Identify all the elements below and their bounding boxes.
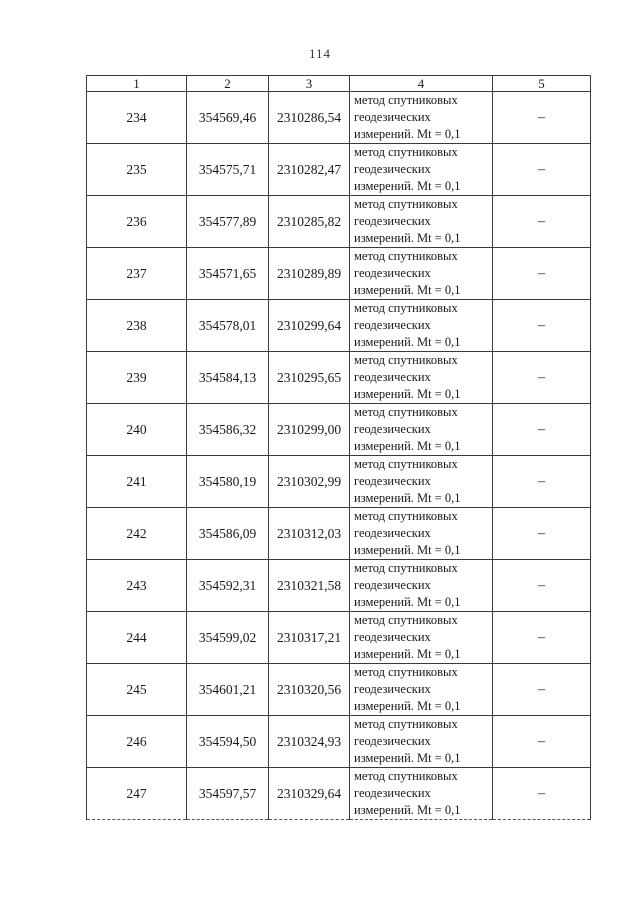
method-line: метод спутниковых xyxy=(354,145,458,159)
y-coordinate-cell: 2310329,64 xyxy=(269,768,350,820)
method-line: измерений. Mt = 0,1 xyxy=(354,595,461,609)
remark-cell: – xyxy=(493,144,591,196)
method-cell xyxy=(350,768,493,820)
remark-cell: – xyxy=(493,456,591,508)
page-number: 114 xyxy=(308,46,332,61)
table-row xyxy=(87,352,591,404)
point-number-cell: 240 xyxy=(87,404,187,456)
point-number-cell: 235 xyxy=(87,144,187,196)
remark-cell: – xyxy=(493,196,591,248)
method-line: измерений. Mt = 0,1 xyxy=(354,387,461,401)
method-line: измерений. Mt = 0,1 xyxy=(354,335,461,349)
method-line: измерений. Mt = 0,1 xyxy=(354,127,461,141)
method-cell xyxy=(350,560,493,612)
remark-cell: – xyxy=(493,352,591,404)
point-number-cell: 243 xyxy=(87,560,187,612)
remark-cell: – xyxy=(493,508,591,560)
remark-cell: – xyxy=(493,612,591,664)
method-line: геодезических xyxy=(354,370,431,384)
y-coordinate-cell: 2310312,03 xyxy=(269,508,350,560)
method-line: геодезических xyxy=(354,214,431,228)
method-line: измерений. Mt = 0,1 xyxy=(354,439,461,453)
method-line: метод спутниковых xyxy=(354,93,458,107)
method-line: геодезических xyxy=(354,786,431,800)
x-coordinate-cell: 354586,09 xyxy=(187,508,269,560)
x-coordinate-cell: 354580,19 xyxy=(187,456,269,508)
method-line: геодезических xyxy=(354,474,431,488)
x-coordinate-cell: 354601,21 xyxy=(187,664,269,716)
y-coordinate-cell: 2310317,21 xyxy=(269,612,350,664)
y-coordinate-cell: 2310299,00 xyxy=(269,404,350,456)
point-number-cell: 244 xyxy=(87,612,187,664)
method-line: геодезических xyxy=(354,318,431,332)
method-line: измерений. Mt = 0,1 xyxy=(354,751,461,765)
table-row xyxy=(87,508,591,560)
x-coordinate-cell: 354584,13 xyxy=(187,352,269,404)
y-coordinate-cell: 2310324,93 xyxy=(269,716,350,768)
point-number-cell: 237 xyxy=(87,248,187,300)
method-line: метод спутниковых xyxy=(354,561,458,575)
table-row xyxy=(87,404,591,456)
method-cell xyxy=(350,144,493,196)
method-line: метод спутниковых xyxy=(354,249,458,263)
point-number-cell: 234 xyxy=(87,92,187,144)
method-cell xyxy=(350,664,493,716)
method-line: метод спутниковых xyxy=(354,405,458,419)
method-line: измерений. Mt = 0,1 xyxy=(354,231,461,245)
table-row xyxy=(87,768,591,820)
method-line: измерений. Mt = 0,1 xyxy=(354,283,461,297)
method-line: измерений. Mt = 0,1 xyxy=(354,647,461,661)
method-line: геодезических xyxy=(354,266,431,280)
method-line: геодезических xyxy=(354,682,431,696)
header-row xyxy=(87,76,591,92)
method-line: метод спутниковых xyxy=(354,665,458,679)
remark-cell: – xyxy=(493,560,591,612)
method-cell xyxy=(350,612,493,664)
point-number-cell: 246 xyxy=(87,716,187,768)
table-header xyxy=(87,76,591,92)
y-coordinate-cell: 2310320,56 xyxy=(269,664,350,716)
column-header-2: 2 xyxy=(187,76,269,92)
y-coordinate-cell: 2310282,47 xyxy=(269,144,350,196)
y-coordinate-cell: 2310285,82 xyxy=(269,196,350,248)
remark-cell: – xyxy=(493,404,591,456)
table-row xyxy=(87,612,591,664)
method-cell xyxy=(350,456,493,508)
method-line: измерений. Mt = 0,1 xyxy=(354,543,461,557)
table-row xyxy=(87,560,591,612)
point-number-cell: 247 xyxy=(87,768,187,820)
method-line: геодезических xyxy=(354,578,431,592)
point-number-cell: 242 xyxy=(87,508,187,560)
point-number-cell: 239 xyxy=(87,352,187,404)
coordinates-table xyxy=(86,75,591,820)
method-cell xyxy=(350,716,493,768)
remark-cell: – xyxy=(493,768,591,820)
y-coordinate-cell: 2310302,99 xyxy=(269,456,350,508)
method-cell xyxy=(350,196,493,248)
column-header-3: 3 xyxy=(269,76,350,92)
y-coordinate-cell: 2310321,58 xyxy=(269,560,350,612)
y-coordinate-cell: 2310286,54 xyxy=(269,92,350,144)
method-line: метод спутниковых xyxy=(354,353,458,367)
method-line: измерений. Mt = 0,1 xyxy=(354,491,461,505)
method-cell xyxy=(350,92,493,144)
table-row xyxy=(87,716,591,768)
table-row xyxy=(87,92,591,144)
method-cell xyxy=(350,300,493,352)
x-coordinate-cell: 354592,31 xyxy=(187,560,269,612)
method-line: геодезических xyxy=(354,162,431,176)
method-line: измерений. Mt = 0,1 xyxy=(354,803,461,817)
method-line: метод спутниковых xyxy=(354,197,458,211)
table-row xyxy=(87,300,591,352)
x-coordinate-cell: 354578,01 xyxy=(187,300,269,352)
method-cell xyxy=(350,404,493,456)
point-number-cell: 245 xyxy=(87,664,187,716)
remark-cell: – xyxy=(493,300,591,352)
y-coordinate-cell: 2310295,65 xyxy=(269,352,350,404)
x-coordinate-cell: 354599,02 xyxy=(187,612,269,664)
remark-cell: – xyxy=(493,248,591,300)
method-line: измерений. Mt = 0,1 xyxy=(354,699,461,713)
method-line: геодезических xyxy=(354,734,431,748)
method-line: метод спутниковых xyxy=(354,457,458,471)
x-coordinate-cell: 354597,57 xyxy=(187,768,269,820)
x-coordinate-cell: 354571,65 xyxy=(187,248,269,300)
method-cell xyxy=(350,508,493,560)
method-line: метод спутниковых xyxy=(354,717,458,731)
method-line: геодезических xyxy=(354,110,431,124)
method-cell xyxy=(350,352,493,404)
method-line: метод спутниковых xyxy=(354,769,458,783)
table-row xyxy=(87,196,591,248)
y-coordinate-cell: 2310289,89 xyxy=(269,248,350,300)
column-header-5: 5 xyxy=(493,76,591,92)
method-line: геодезических xyxy=(354,422,431,436)
table-row xyxy=(87,664,591,716)
x-coordinate-cell: 354577,89 xyxy=(187,196,269,248)
method-line: метод спутниковых xyxy=(354,301,458,315)
x-coordinate-cell: 354594,50 xyxy=(187,716,269,768)
column-header-4: 4 xyxy=(350,76,493,92)
column-header-1: 1 xyxy=(87,76,187,92)
point-number-cell: 238 xyxy=(87,300,187,352)
method-line: метод спутниковых xyxy=(354,509,458,523)
remark-cell: – xyxy=(493,92,591,144)
method-line: метод спутниковых xyxy=(354,613,458,627)
method-cell xyxy=(350,248,493,300)
point-number-cell: 236 xyxy=(87,196,187,248)
x-coordinate-cell: 354575,71 xyxy=(187,144,269,196)
remark-cell: – xyxy=(493,664,591,716)
y-coordinate-cell: 2310299,64 xyxy=(269,300,350,352)
method-line: измерений. Mt = 0,1 xyxy=(354,179,461,193)
remark-cell: – xyxy=(493,716,591,768)
x-coordinate-cell: 354586,32 xyxy=(187,404,269,456)
table-body xyxy=(87,92,591,820)
point-number-cell: 241 xyxy=(87,456,187,508)
table-row xyxy=(87,248,591,300)
x-coordinate-cell: 354569,46 xyxy=(187,92,269,144)
table-row xyxy=(87,456,591,508)
method-line: геодезических xyxy=(354,630,431,644)
method-line: геодезических xyxy=(354,526,431,540)
table-row xyxy=(87,144,591,196)
